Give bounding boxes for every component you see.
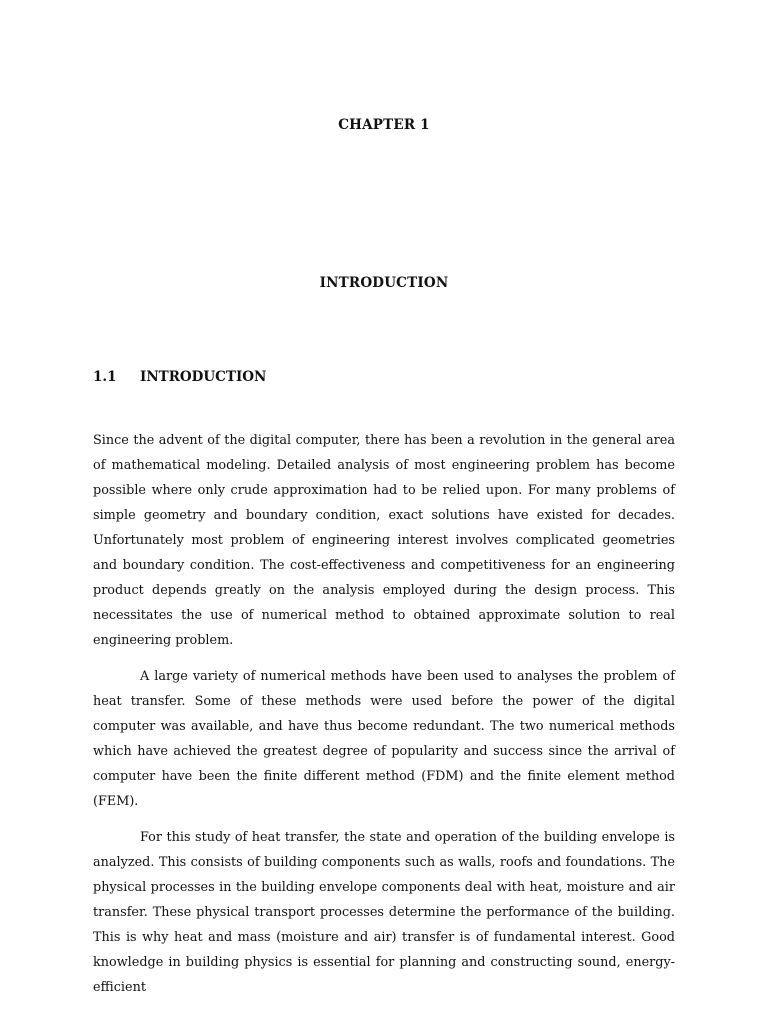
paragraph-1: Since the advent of the digital computer, there has been a revolution in the general area of mathematical modeling. Detailed analysis of most engineering problem has become possible where only crude approximation had to be relied upon. For many problems of simple geometry and boundary condition, exact solutions have existed for decades. Unfortunately most problem of engineering interest involves complicated geometries and boundary condition. The cost-effectiveness and competitiveness for an engineering product depends greatly on the analysis employed during the design process. This necessitates the use of numerical method to obtained approximate solution to real engineering problem.: [93, 433, 675, 648]
body-text: [93, 428, 675, 1011]
paragraph-2: A large variety of numerical methods have been used to analyses the problem of heat transfer. Some of these methods were used before the power of the digital computer was available, and have thus become redundant. The two numerical methods which have achieved the greatest degree of popularity and success since the arrival of computer have been the finite different method (FDM) and the finite element method (FEM).: [93, 669, 675, 809]
section-heading: [93, 369, 266, 385]
section-title: INTRODUCTION: [140, 369, 267, 385]
chapter-title: INTRODUCTION: [319, 275, 449, 291]
chapter-label: CHAPTER 1: [338, 117, 430, 133]
paragraph-3: For this study of heat transfer, the state and operation of the building envelope is analyzed. This consists of building components such as walls, roofs and foundations. The physical processes in the building envelope components deal with heat, moisture and air transfer. These physical transport processes determine the performance of the building. This is why heat and mass (moisture and air) transfer is of fundamental interest. Good knowledge in building physics is essential for planning and constructing sound, energy-efficient: [93, 830, 675, 995]
section-number: 1.1: [93, 369, 117, 385]
